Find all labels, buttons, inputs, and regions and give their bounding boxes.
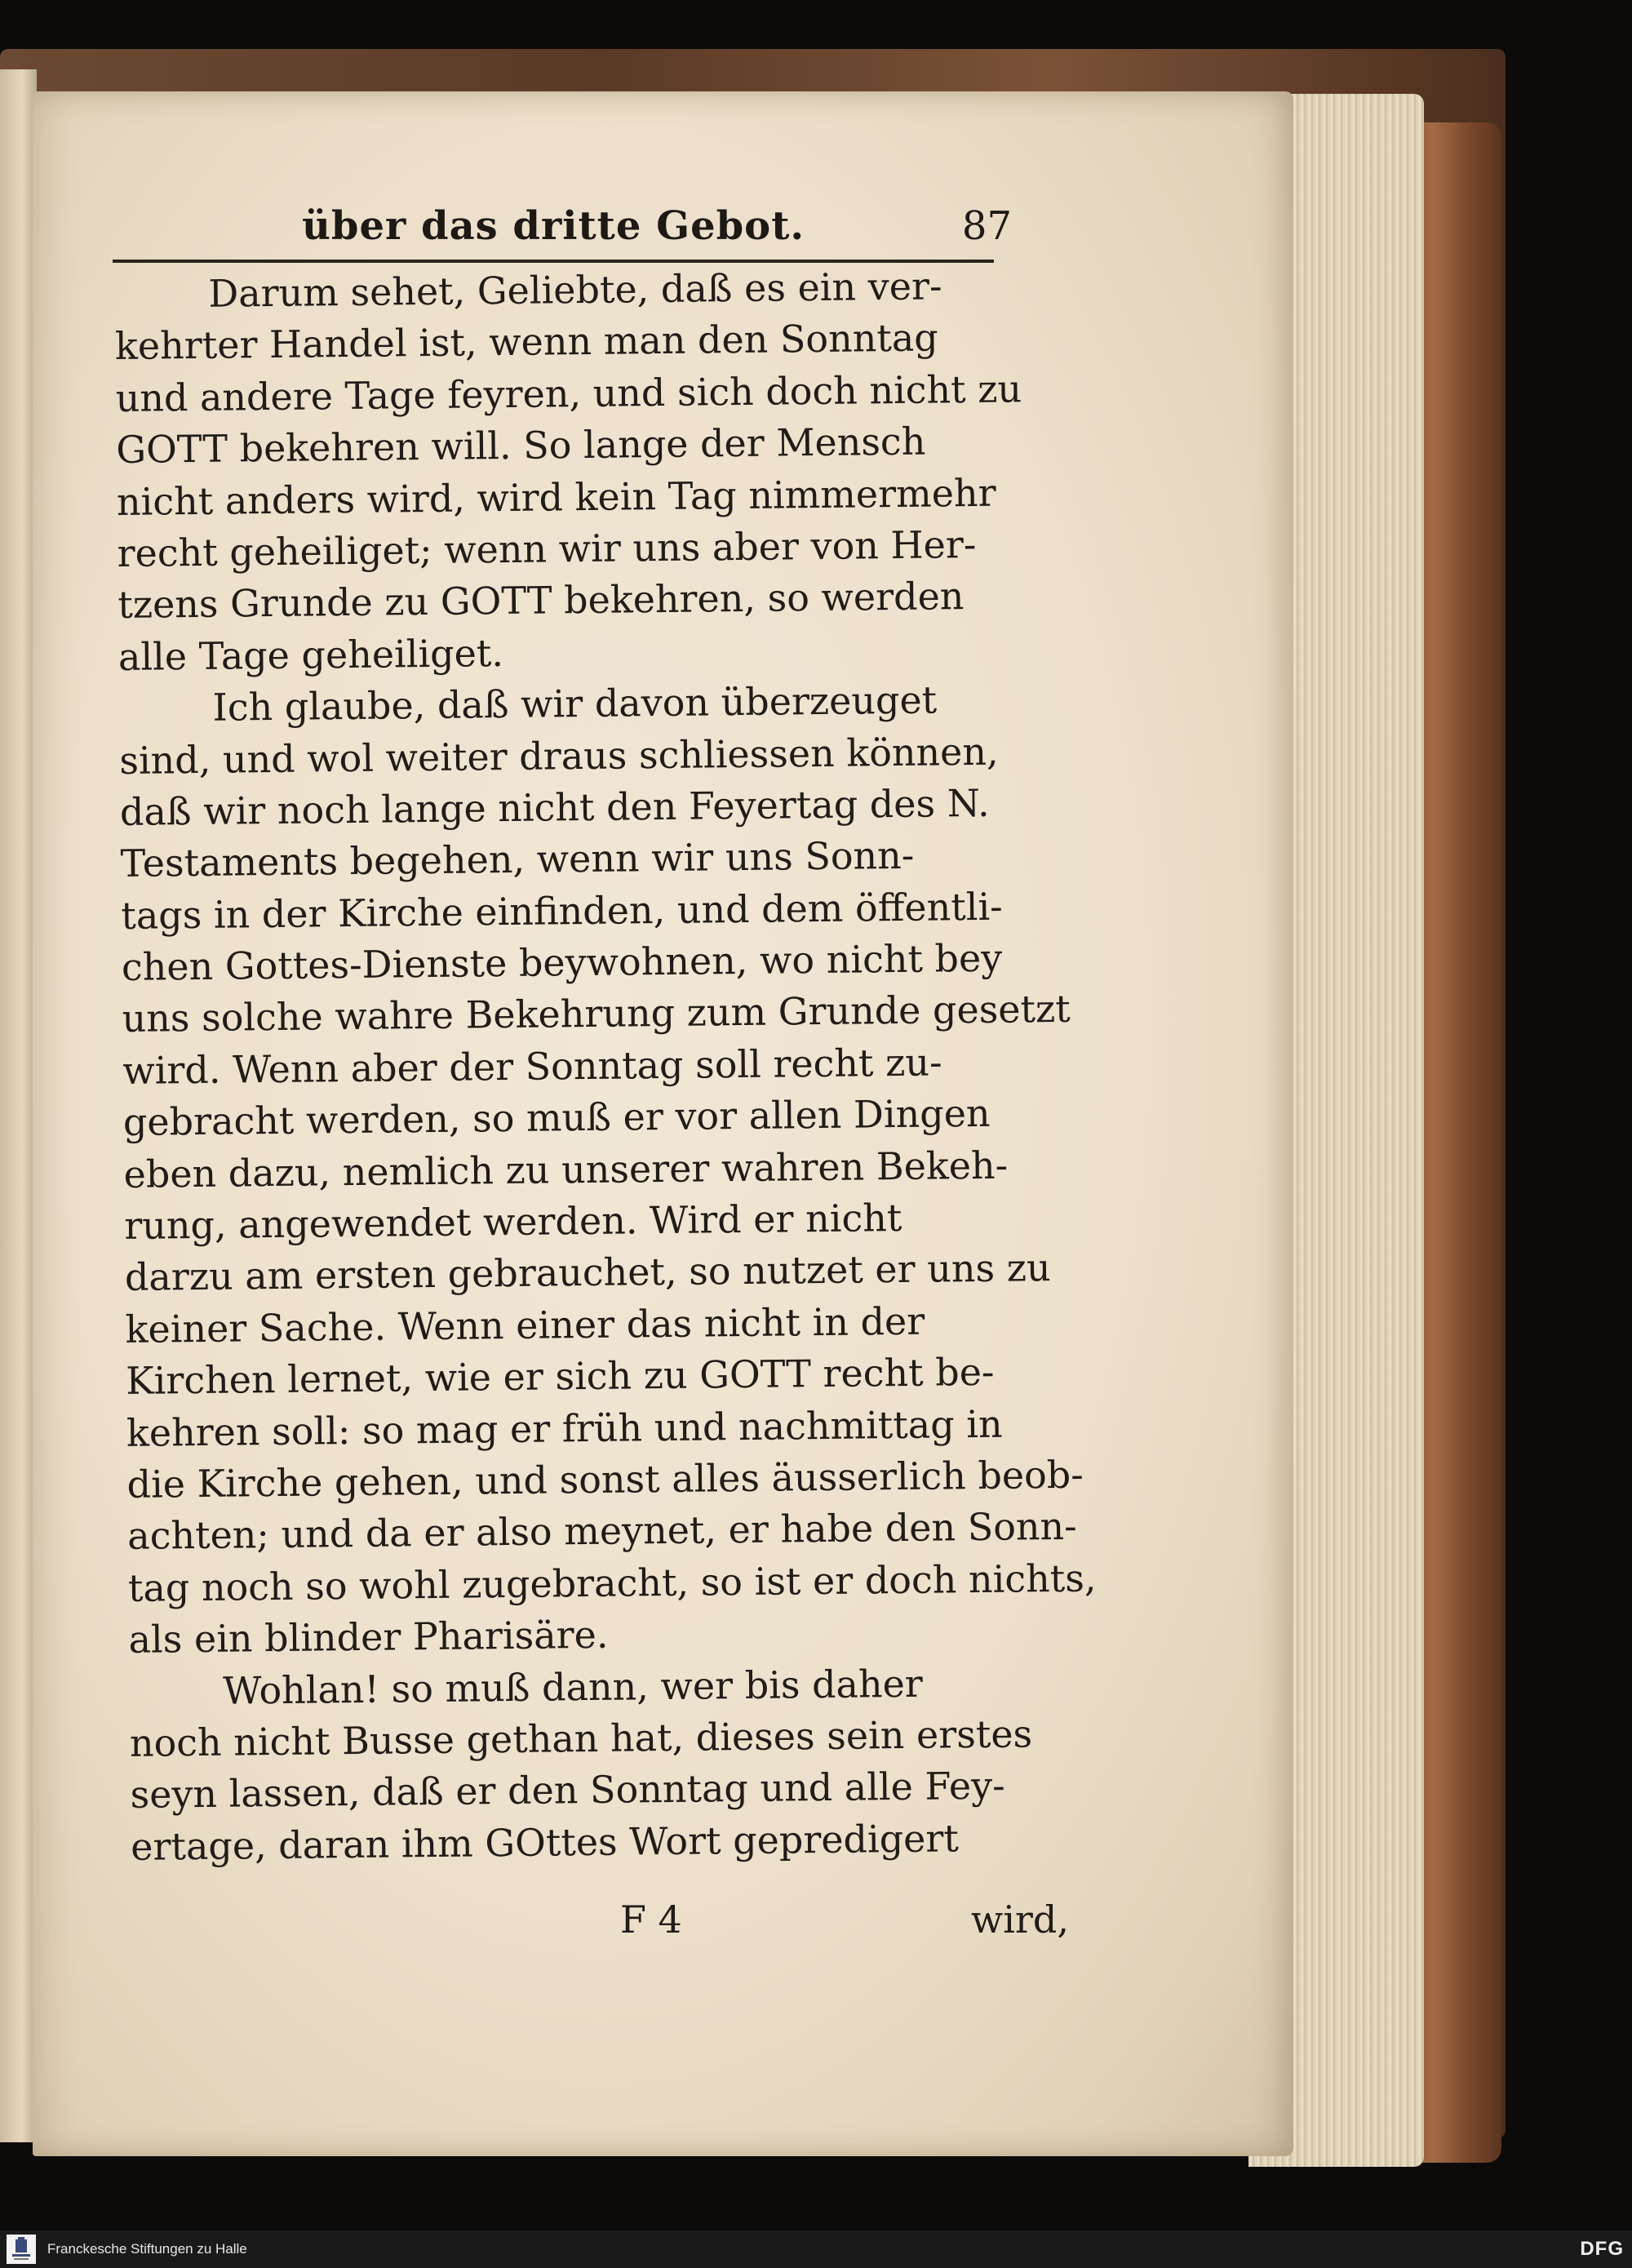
- text-line: eben dazu, nemlich zu unserer wahren Bekeh-: [123, 1143, 1009, 1196]
- text-line: wird. Wenn aber der Sonntag soll recht zu-: [122, 1040, 942, 1093]
- text-line: chen Gottes-Dienste beywohnen, wo nicht bey: [121, 935, 1003, 990]
- text-line: Ich glaube, daß wir davon überzeuget: [212, 677, 938, 730]
- institution-name: Franckesche Stiftungen zu Halle: [47, 2241, 247, 2257]
- institution-logo-icon: [7, 2235, 36, 2264]
- text-line: gebracht werden, so muß er vor allen Dingen: [122, 1091, 991, 1145]
- text-line: GOTT bekehren will. So lange der Mensch: [116, 419, 926, 473]
- signature-mark: F 4: [620, 1897, 682, 1942]
- text-line: alle Tage geheiliget.: [118, 630, 504, 679]
- page-footer: [114, 1897, 1069, 1955]
- text-line: die Kirche gehen, und sonst alles äusserlich beob-: [126, 1452, 1084, 1507]
- text-line: Kirchen lernet, wie er sich zu GOTT recht be-: [125, 1349, 995, 1404]
- dfg-logo: DFG: [1580, 2238, 1624, 2260]
- text-line: nicht anders wird, wird kein Tag nimmermehr: [116, 470, 996, 524]
- text-line: rung, angewendet werden. Wird er nicht: [123, 1195, 902, 1248]
- text-line: Wohlan! so muß dann, wer bis daher: [222, 1661, 924, 1713]
- text-line: noch nicht Busse gethan hat, dieses sein erstes: [129, 1711, 1033, 1765]
- left-page-edge: [0, 69, 37, 2142]
- text-line: Darum sehet, Geliebte, daß es ein ver-: [208, 264, 942, 316]
- catchword: wird,: [970, 1897, 1069, 1942]
- text-line: tzens Grunde zu GOTT bekehren, so werden: [118, 574, 965, 628]
- text-line: tag noch so wohl zugebracht, so ist er doch nichts,: [127, 1556, 1097, 1610]
- text-line: Testaments begehen, wenn wir uns Sonn-: [120, 833, 915, 886]
- text-line: und andere Tage feyren, und sich doch nicht zu: [115, 366, 1022, 420]
- text-line: tags in der Kirche einfinden, und dem öffentli-: [121, 884, 1003, 938]
- text-line: recht geheiliget; wenn wir uns aber von Her-: [117, 522, 977, 575]
- page-number: 87: [961, 203, 1012, 249]
- text-line: daß wir noch lange nicht den Feyertag des N.: [119, 780, 990, 834]
- text-line: sind, und wol weiter draus schliessen können,: [119, 729, 999, 783]
- text-line: ertage, daran ihm GOttes Wort gepredigert: [130, 1815, 960, 1869]
- text-line: keiner Sache. Wenn einer das nicht in der: [125, 1298, 925, 1351]
- viewer-bottom-bar: [0, 2230, 1632, 2268]
- text-line: uns solche wahre Bekehrung zum Grunde gesetzt: [122, 987, 1071, 1041]
- text-line: kehren soll: so mag er früh und nachmittag in: [126, 1401, 1003, 1455]
- body-text: [114, 260, 1097, 1873]
- text-line: seyn lassen, daß er den Sonntag und alle Fey-: [130, 1764, 1005, 1818]
- text-line: kehrter Handel ist, wenn man den Sonntag: [114, 315, 938, 369]
- text-line: achten; und da er also meynet, er habe den Sonn-: [126, 1504, 1077, 1559]
- running-head-title: über das dritte Gebot.: [302, 203, 805, 249]
- running-header: [302, 184, 1012, 249]
- text-line: als ein blinder Pharisäre.: [128, 1612, 609, 1662]
- text-line: darzu am ersten gebrauchet, so nutzet er uns zu: [124, 1245, 1051, 1300]
